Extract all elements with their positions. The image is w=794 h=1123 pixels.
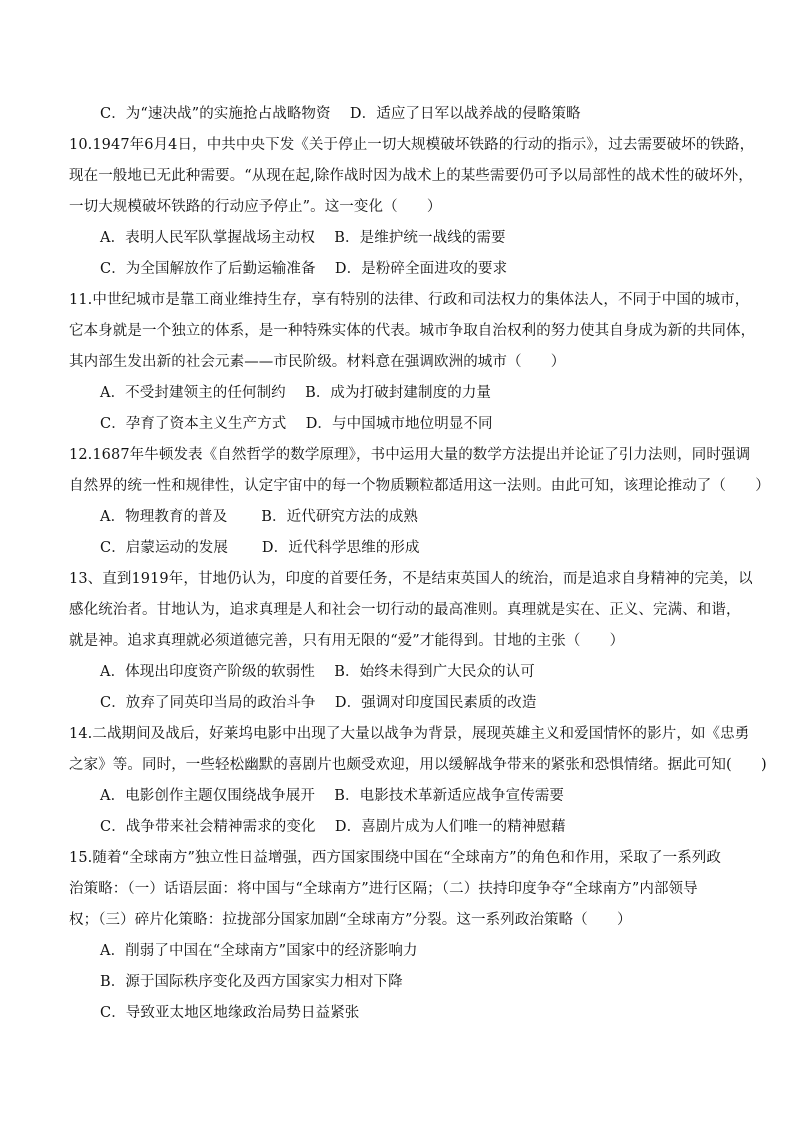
q10-option-a-b: A．表明人民军队掌握战场主动权 B．是维护统一战线的需要 bbox=[100, 230, 506, 246]
q15-stem-line-3: 权；（三）碎片化策略：拉拢部分国家加剧“全球南方”分裂。这一系列政治策略（ ） bbox=[69, 912, 632, 928]
q14-stem-line-2: 之家》等。同时，一些轻松幽默的喜剧片也颇受欢迎，用以缓解战争带来的紧张和恐惧情绪。据此可知( ) bbox=[69, 757, 767, 773]
q10-stem-line-1: 10.1947年6月4日，中共中央下发《关于停止一切大规模破坏铁路的行动的指示》，过去需要破坏的铁路， bbox=[69, 137, 755, 153]
q12-stem-line-1: 12.1687年牛顿发表《自然哲学的数学原理》，书中运用大量的数学方法提出并论证了引力法则，同时强调 bbox=[69, 447, 751, 463]
q15-option-b: B．源于国际秩序变化及西方国家实力相对下降 bbox=[100, 974, 403, 990]
q15-option-c: C．导致亚太地区地缘政治局势日益紧张 bbox=[100, 1005, 360, 1021]
q11-stem-line-3: 其内部生发出新的社会元素——市民阶级。材料意在强调欧洲的城市（ ） bbox=[69, 354, 566, 370]
q13-stem-line-2: 感化统治者。甘地认为，追求真理是人和社会一切行动的最高准则。真理就是实在、正义、完满、和谐， bbox=[69, 602, 741, 618]
q12-stem-line-2: 自然界的统一性和规律性，认定宇宙中的每一个物质颗粒都适用这一法则。由此可知，该理论推动了（ ） bbox=[69, 478, 770, 494]
q13-stem-line-3: 就是神。追求真理就必须道德完善，只有用无限的“爱”才能得到。甘地的主张（ ） bbox=[69, 633, 625, 649]
q11-stem-line-1: 11.中世纪城市是靠工商业维持生存，享有特别的法律、行政和司法权力的集体法人，不同于中国的城市， bbox=[69, 292, 750, 308]
q14-option-a-b: A．电影创作主题仅围绕战争展开 B．电影技术革新适应战争宣传需要 bbox=[100, 788, 565, 804]
q14-stem-line-1: 14.二战期间及战后，好莱坞电影中出现了大量以战争为背景，展现英雄主义和爱国情怀的影片，如《忠勇 bbox=[69, 726, 750, 742]
q15-stem-line-1: 15.随着“全球南方”独立性日益增强，西方国家围绕中国在“全球南方”的角色和作用，采取了一系列政 bbox=[69, 850, 722, 866]
q13-option-a-b: A．体现出印度资产阶级的软弱性 B．始终未得到广大民众的认可 bbox=[100, 664, 535, 680]
q11-stem-line-2: 它本身就是一个独立的体系，是一种特殊实体的代表。城市争取自治权利的努力使其自身成为新的共同体， bbox=[69, 323, 756, 339]
q14-option-c-d: C．战争带来社会精神需求的变化 D．喜剧片成为人们唯一的精神慰藉 bbox=[100, 819, 566, 835]
q10-stem-line-2: 现在一般地已无此种需要。“从现在起,除作战时因为战术上的某些需要仍可予以局部性的战术性的破坏外， bbox=[69, 168, 753, 184]
q12-option-c-d: C．启蒙运动的发展 D．近代科学思维的形成 bbox=[100, 540, 420, 556]
q11-option-c-d: C．孕育了资本主义生产方式 D．与中国城市地位明显不同 bbox=[100, 416, 493, 432]
q10-stem-line-3: 一切大规模破坏铁路的行动应予停止”。这一变化（ ） bbox=[69, 199, 442, 215]
q15-option-a: A．削弱了中国在“全球南方”国家中的经济影响力 bbox=[100, 943, 418, 959]
q10-option-c-d: C．为全国解放作了后勤运输准备 D．是粉碎全面进攻的要求 bbox=[100, 261, 508, 277]
q15-stem-line-2: 治策略：（一）话语层面：将中国与“全球南方”进行区隔；（二）扶持印度争夺“全球南方”内部领导 bbox=[69, 881, 698, 897]
q11-option-a-b: A．不受封建领主的任何制约 B．成为打破封建制度的力量 bbox=[100, 385, 492, 401]
q13-stem-line-1: 13、直到1919年，甘地仍认为，印度的首要任务，不是结束英国人的统治，而是追求自身精神的完美，以 bbox=[69, 571, 753, 587]
q13-option-c-d: C．放弃了同英印当局的政治斗争 D．强调对印度国民素质的改造 bbox=[100, 695, 537, 711]
q9-option-c-d: C．为“速决战”的实施抢占战略物资 D．适应了日军以战养战的侵略策略 bbox=[100, 106, 581, 122]
q12-option-a-b: A．物理教育的普及 B．近代研究方法的成熟 bbox=[100, 509, 419, 525]
